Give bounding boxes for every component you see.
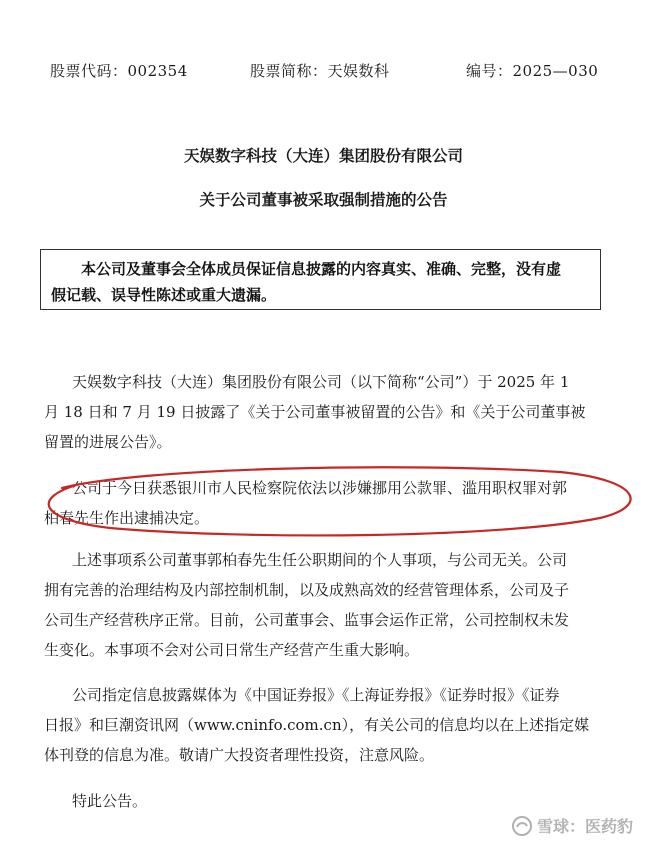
stock-code: 股票代码：002354: [50, 62, 188, 80]
paragraph-line: 天娱数字科技（大连）集团股份有限公司（以下简称“公司”）于 2025 年 1: [72, 373, 570, 391]
serial-number: 编号：2025—030: [466, 62, 599, 80]
paragraph-line: 留置的进展公告》。: [44, 433, 172, 451]
notice-line-1: 本公司及董事会全体成员保证信息披露的内容真实、准确、完整，没有虚: [81, 260, 562, 278]
notice-line-2: 假记载、误导性陈述或重大遗漏。: [51, 286, 277, 304]
paragraph-line: 生变化。本事项不会对公司日常生产经营产生重大影响。: [44, 641, 420, 659]
company-title: 天娱数字科技（大连）集团股份有限公司: [183, 147, 463, 165]
paragraph-line: 特此公告。: [72, 792, 148, 810]
paragraph-line: 拥有完善的治理结构及内部控制机制，以及成熟高效的经营管理体系，公司及子: [44, 581, 570, 599]
paragraph-line: 公司于今日获悉银川市人民检察院依法以涉嫌挪用公款罪、滥用职权罪对郭: [72, 479, 568, 497]
paragraph-line: 月 18 日和 7 月 19 日披露了《关于公司董事被留置的公告》和《关于公司董事被: [44, 403, 586, 421]
snowball-icon: [511, 815, 533, 837]
watermark: [511, 814, 633, 837]
paragraph-line: 体刊登的信息为准。敬请广大投资者理性投资，注意风险。: [44, 746, 435, 764]
paragraph-impact: [44, 545, 610, 665]
stock-abbreviation: 股票简称：天娱数科: [250, 62, 390, 80]
paragraph-line: 公司指定信息披露媒体为《中国证券报》《上海证券报》《证券时报》《证券: [72, 686, 560, 704]
watermark-text: 雪球：医药豹: [536, 817, 633, 836]
paragraph-line: 上述事项系公司董事郭柏春先生任公职期间的个人事项，与公司无关。公司: [72, 551, 568, 569]
paragraph-line: 公司生产经营秩序正常。目前，公司董事会、监事会运作正常，公司控制权未发: [44, 611, 570, 629]
paragraph-line: 日报》和巨潮资讯网（www.cninfo.com.cn），有关公司的信息均以在上述指定媒: [44, 716, 590, 734]
paragraph-line: 柏春先生作出逮捕决定。: [44, 509, 210, 527]
announcement-title: 关于公司董事被采取强制措施的公告: [199, 191, 448, 209]
paragraph-closing: [44, 786, 610, 816]
paragraph-background: [44, 367, 610, 457]
paragraph-arrest-decision: [44, 473, 610, 533]
disclosure-notice-box: [40, 249, 601, 310]
paragraph-media: [44, 680, 610, 770]
